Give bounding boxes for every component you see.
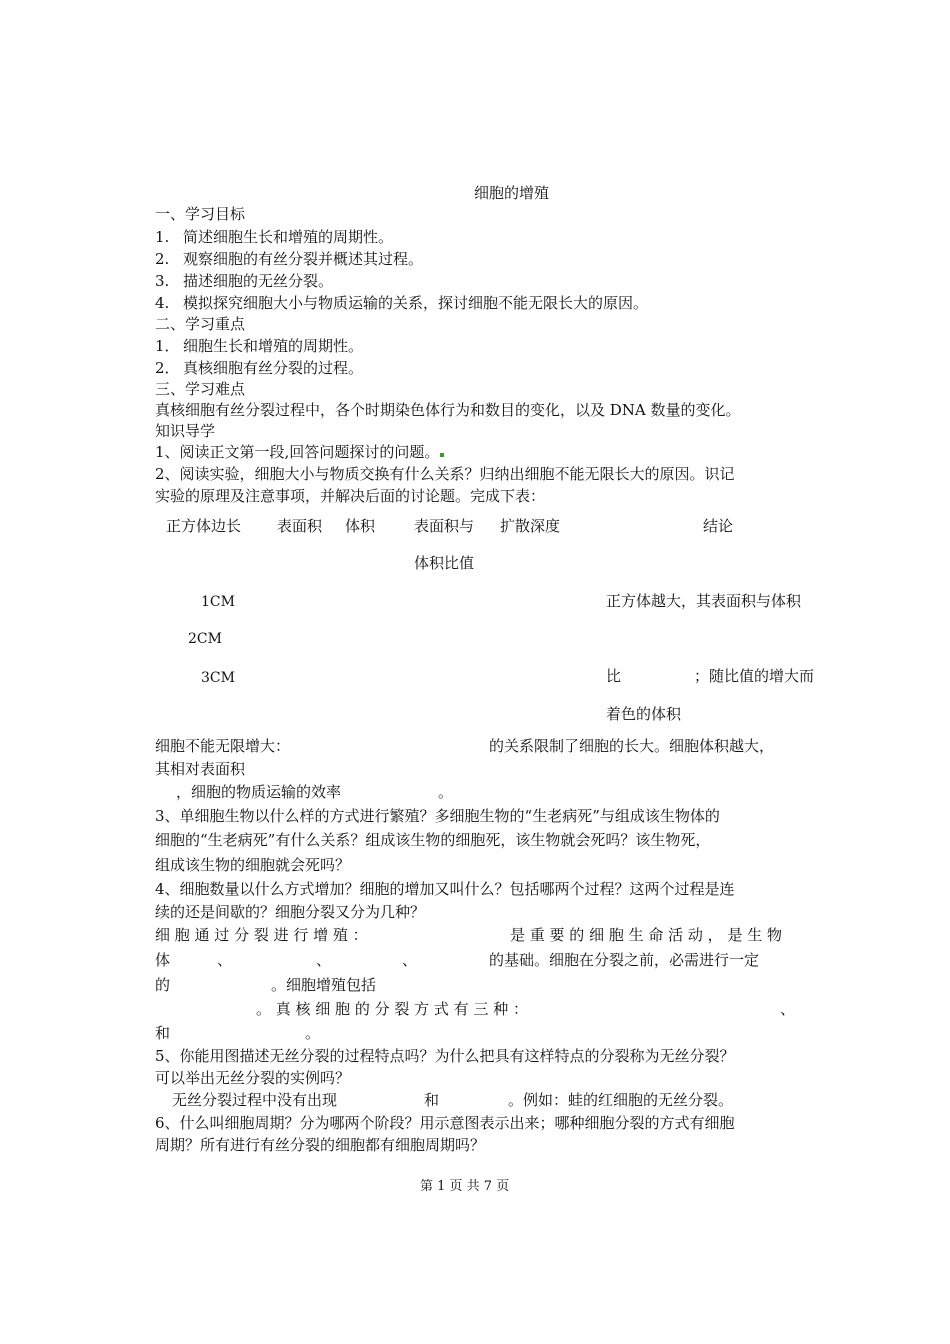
green-mark-icon: [440, 453, 444, 457]
fill-line: 和: [155, 1024, 171, 1042]
fill-line: 、: [402, 951, 418, 969]
question-3-line: 细胞的“生老病死”有什么关系？组成该生物的细胞死，该生物就会死吗？该生物死，: [155, 831, 711, 849]
page-title: 细胞的增殖: [474, 184, 550, 202]
table-conclusion-text: 着色的体积: [606, 705, 682, 723]
fill-line: 的: [155, 976, 171, 994]
goal-item-num: 1.: [155, 228, 170, 246]
fill-line: 细 胞 通 过 分 裂 进 行 增 殖 ：: [155, 926, 368, 944]
fill-line: 。: [305, 1024, 321, 1042]
goal-item-num: 2.: [155, 250, 170, 268]
goal-item-num: 3.: [155, 272, 170, 290]
page-footer: 第 1 页 共 7 页: [420, 1179, 510, 1194]
question-2-line: 2、阅读实验，细胞大小与物质交换有什么关系？归纳出细胞不能无限长大的原因。识记: [155, 465, 735, 483]
table-conclusion-text: 比: [606, 667, 622, 685]
fill-line: 和: [424, 1091, 440, 1109]
fill-line: ，细胞的物质运输的效率: [176, 783, 342, 801]
table-header-cell: 扩散深度: [500, 517, 561, 535]
focus-item-num: 2．: [155, 359, 180, 377]
fill-line: 其相对表面积: [155, 760, 246, 778]
section-heading-goals: 一、学习目标: [155, 205, 246, 223]
table-header-cell: 表面积: [277, 517, 323, 535]
fill-line: 是 重 要 的 细 胞 生 命 活 动 ， 是 生 物: [510, 926, 782, 944]
fill-line: 细胞不能无限增大：: [155, 737, 291, 755]
question-5-line: 5、你能用图描述无丝分裂的过程特点吗？为什么把具有这样特点的分裂称为无丝分裂？: [155, 1047, 735, 1065]
table-row-label: 3CM: [201, 670, 235, 686]
question-4-line: 续的还是间歇的？细胞分裂又分为几种？: [155, 903, 426, 921]
section-heading-focus: 二、学习重点: [155, 315, 246, 333]
question-4-line: 4、细胞数量以什么方式增加？细胞的增加又叫什么？包括哪两个过程？这两个过程是连: [155, 880, 735, 898]
fill-line: 。细胞增殖包括: [271, 976, 377, 994]
table-row-label: 2CM: [188, 631, 222, 647]
focus-item-num: 1．: [155, 337, 180, 355]
guide-heading: 知识导学: [155, 422, 216, 440]
difficulty-text: 真核细胞有丝分裂过程中，各个时期染色体行为和数目的变化，以及 DNA 数量的变化。: [155, 401, 741, 419]
goal-item-text: 描述细胞的无丝分裂。: [183, 272, 334, 290]
focus-item-text: 真核细胞有丝分裂的过程。: [183, 359, 364, 377]
question-6-line: 6、什么叫细胞周期？分为哪两个阶段？用示意图表示出来；哪种细胞分裂的方式有细胞: [155, 1114, 735, 1132]
fill-line: 。: [438, 783, 454, 801]
fill-line: 、: [316, 951, 332, 969]
fill-line: 。例如：蛙的红细胞的无丝分裂。: [508, 1091, 734, 1109]
question-2-line: 实验的原理及注意事项，并解决后面的讨论题。完成下表：: [155, 487, 546, 505]
question-3-line: 3、单细胞生物以什么样的方式进行繁殖？多细胞生物的“生老病死”与组成该生物体的: [155, 807, 720, 825]
section-heading-difficulty: 三、学习难点: [155, 380, 246, 398]
fill-line: 无丝分裂过程中没有出现: [172, 1091, 338, 1109]
table-header-cell: 正方体边长: [166, 517, 242, 535]
table-conclusion-text: 正方体越大，其表面积与体积: [606, 592, 802, 610]
table-header-cell: 体积: [345, 517, 376, 535]
focus-item-text: 细胞生长和增殖的周期性。: [183, 337, 364, 355]
fill-line: 、: [217, 951, 233, 969]
goal-item-text: 模拟探究细胞大小与物质运输的关系，探讨细胞不能无限长大的原因。: [183, 294, 649, 312]
question-1-text: 1、阅读正文第一段,回答问题探讨的问题。: [155, 443, 440, 461]
goal-item-text: 观察细胞的有丝分裂并概述其过程。: [183, 250, 424, 268]
question-3-line: 组成该生物的细胞就会死吗？: [155, 856, 351, 874]
question-6-line: 周期？所有进行有丝分裂的细胞都有细胞周期吗？: [155, 1136, 486, 1154]
table-header-cell: 结论: [703, 517, 734, 535]
goal-item-text: 简述细胞生长和增殖的周期性。: [183, 228, 394, 246]
table-header-cell: 体积比值: [414, 554, 475, 572]
fill-line: 体: [155, 951, 171, 969]
table-header-cell: 表面积与: [414, 517, 475, 535]
fill-line: 。 真 核 细 胞 的 分 裂 方 式 有 三 种 ：: [256, 1000, 528, 1018]
question-1: [155, 442, 444, 462]
fill-line: 、: [780, 1000, 796, 1018]
fill-line: 的关系限制了细胞的长大。细胞体积越大，: [489, 737, 775, 755]
table-conclusion-text: ；随比值的增大而: [694, 667, 815, 685]
fill-line: 的基础。细胞在分裂之前，必需进行一定: [489, 951, 760, 969]
question-5-line: 可以举出无丝分裂的实例吗？: [155, 1069, 351, 1087]
table-row-label: 1CM: [201, 594, 235, 610]
goal-item-num: 4.: [155, 294, 170, 312]
